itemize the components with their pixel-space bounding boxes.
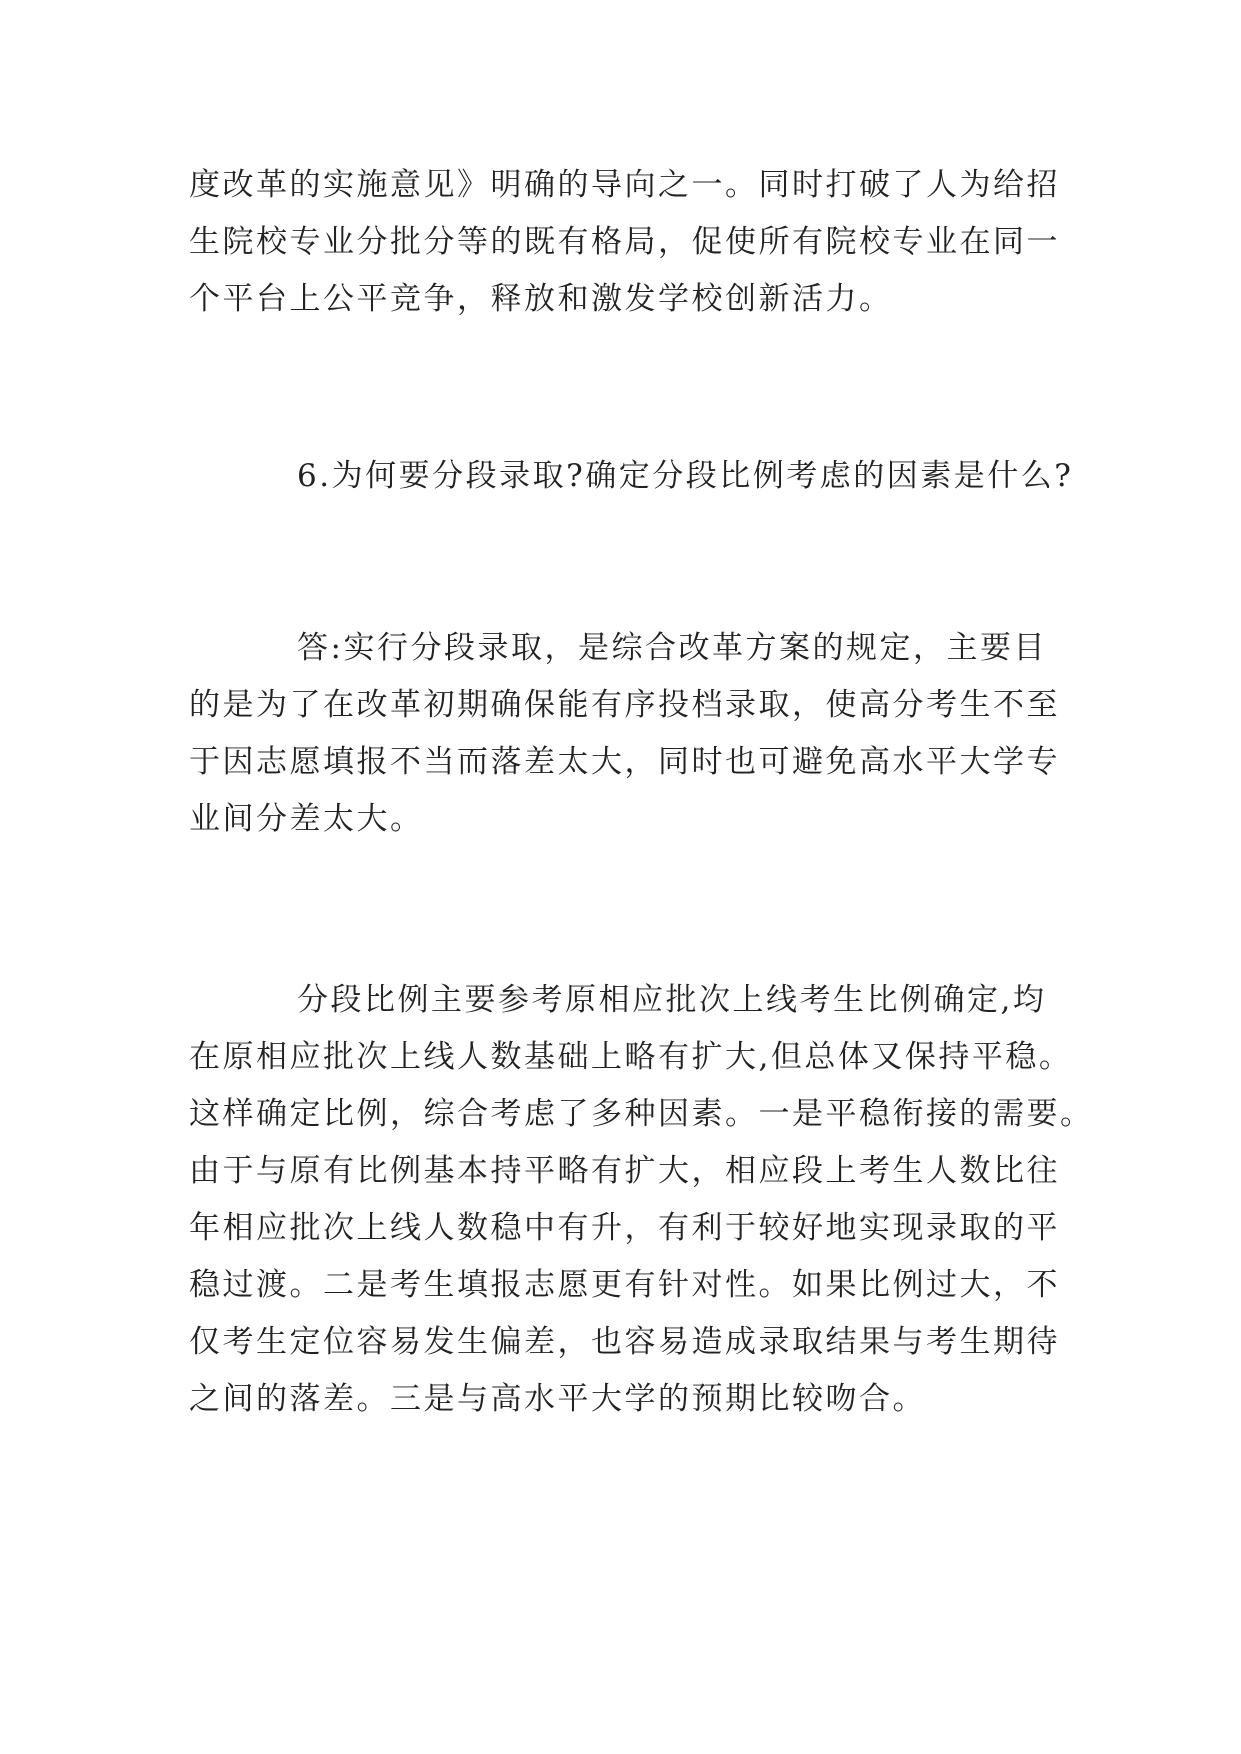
text-line: 年相应批次上线人数稳中有升，有利于较好地实现录取的平 xyxy=(189,1210,1060,1246)
text-line: 生院校专业分批分等的既有格局，促使所有院校专业在同一 xyxy=(189,224,1060,260)
answer-paragraph xyxy=(189,620,1060,848)
ratio-paragraph xyxy=(189,972,1094,1428)
text-line: 的是为了在改革初期确保能有序投档录取，使高分考生不至 xyxy=(189,687,1060,723)
text-line: 由于与原有比例基本持平略有扩大，相应段上考生人数比往 xyxy=(189,1153,1060,1189)
text-line: 答:实行分段录取，是综合改革方案的规定，主要目 xyxy=(297,630,1047,666)
text-line: 度改革的实施意见》明确的导向之一。同时打破了人为给招 xyxy=(189,167,1060,203)
text-line: 业间分差太大。 xyxy=(189,801,424,837)
question-text: 6.为何要分段录取?确定分段比例考虑的因素是什么? xyxy=(297,458,1074,494)
text-line: 之间的落差。三是与高水平大学的预期比较吻合。 xyxy=(189,1381,926,1417)
text-line: 于因志愿填报不当而落差太大，同时也可避免高水平大学专 xyxy=(189,744,1060,780)
text-line: 在原相应批次上线人数基础上略有扩大,但总体又保持平稳。 xyxy=(189,1039,1073,1075)
text-line: 仅考生定位容易发生偏差，也容易造成录取结果与考生期待 xyxy=(189,1324,1060,1360)
text-line: 这样确定比例，综合考虑了多种因素。一是平稳衔接的需要。 xyxy=(189,1096,1094,1132)
text-line: 个平台上公平竞争，释放和激发学校创新活力。 xyxy=(189,281,893,317)
question-heading-6 xyxy=(189,448,1074,505)
text-line: 稳过渡。二是考生填报志愿更有针对性。如果比例过大，不 xyxy=(189,1267,1060,1303)
paragraph-reform-continuation xyxy=(189,157,1060,328)
text-line: 分段比例主要参考原相应批次上线考生比例确定,均 xyxy=(297,982,1047,1018)
